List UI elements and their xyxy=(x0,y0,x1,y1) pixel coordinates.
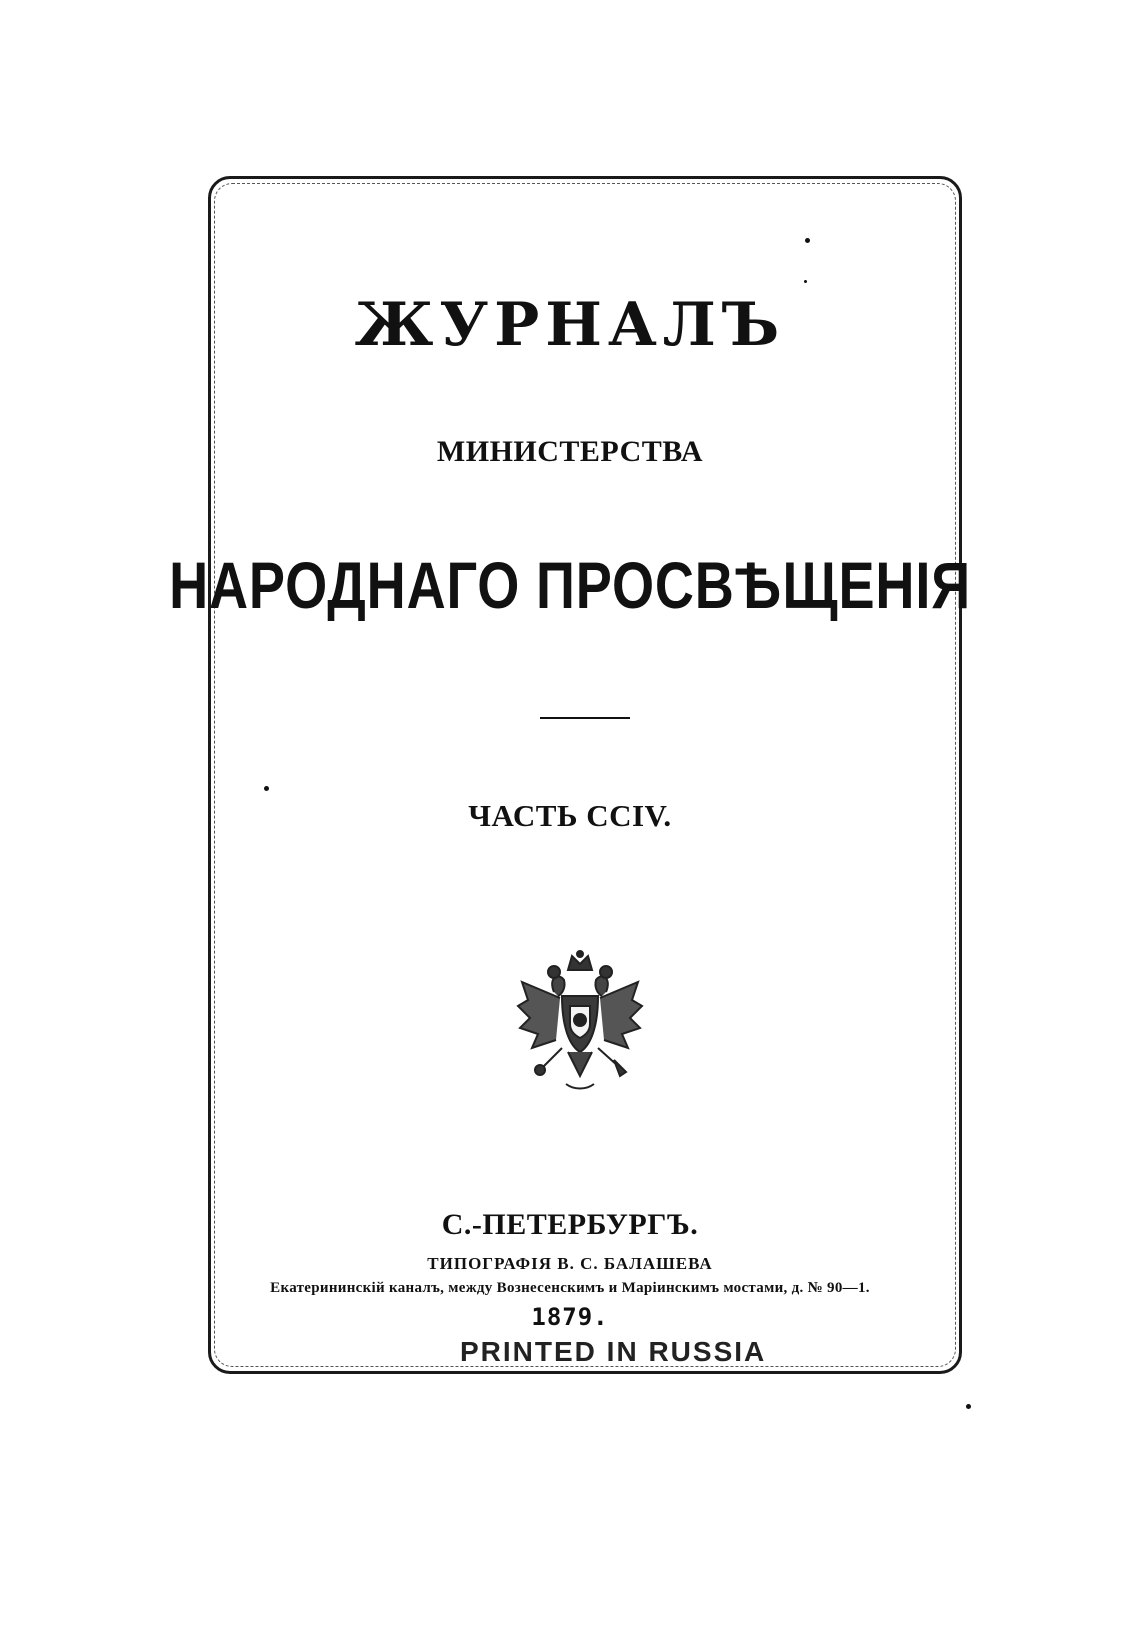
volume-part: ЧАСТЬ CCIV. xyxy=(468,798,672,833)
library-stamp: PRINTED IN RUSSIA xyxy=(460,1336,767,1367)
journal-main-title: НАРОДНАГО ПРОСВѢЩЕНІЯ xyxy=(169,548,971,622)
scan-speck xyxy=(264,786,269,791)
journal-title: ЖУРНАЛЪ xyxy=(354,290,786,360)
scan-speck xyxy=(966,1404,971,1409)
divider-rule xyxy=(540,717,630,719)
scan-speck xyxy=(805,238,810,243)
publication-city: С.-ПЕТЕРБУРГЪ. xyxy=(441,1208,699,1241)
printer-name: ТИПОГРАФІЯ В. С. БАЛАШЕВА xyxy=(427,1254,713,1273)
publication-year: 1879. xyxy=(531,1303,609,1331)
scan-speck xyxy=(804,280,807,283)
journal-subtitle: МИНИСТЕРСТВА xyxy=(436,435,704,468)
page-border-inner xyxy=(214,183,956,1367)
double-headed-eagle-icon xyxy=(510,948,650,1098)
printer-address: Екатерининскій каналъ, между Вознесенскимъ и Маріинскимъ мостами, д. № 90—1. xyxy=(270,1280,870,1296)
